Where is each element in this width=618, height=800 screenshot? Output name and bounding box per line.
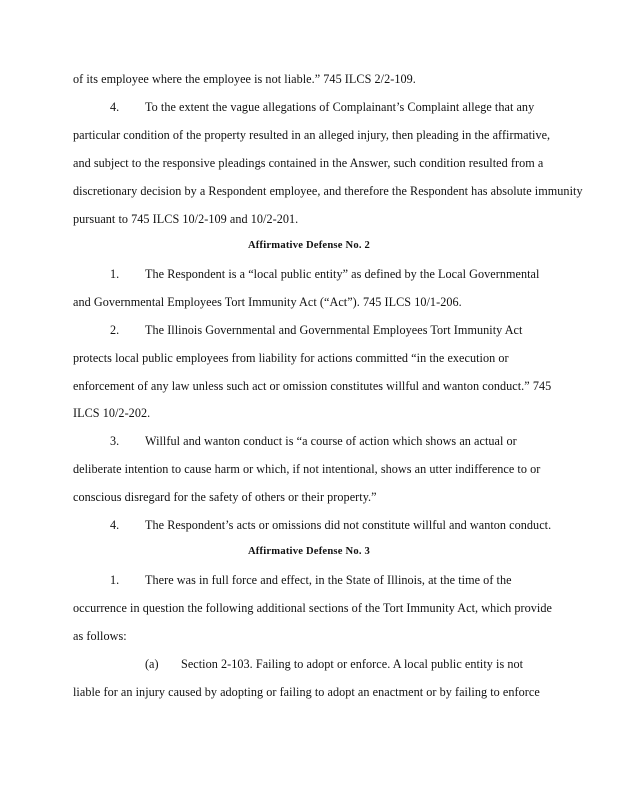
body-text-line: enforcement of any law unless such act or omission constitutes willful and wanton conduct.” 745 (73, 379, 552, 393)
body-text-line: deliberate intention to cause harm or which, if not intentional, shows an utter indifference to or (73, 462, 541, 476)
section-heading: Affirmative Defense No. 3 (247, 546, 371, 557)
body-text-line: The Respondent’s acts or omissions did not constitute willful and wanton conduct. (145, 518, 552, 532)
body-text-line: and subject to the responsive pleadings contained in the Answer, such condition resulted from a (73, 156, 544, 170)
body-text-line: To the extent the vague allegations of Complainant’s Complaint allege that any (145, 100, 535, 114)
body-text-line: occurrence in question the following additional sections of the Tort Immunity Act, which provide (73, 601, 552, 615)
body-text-line: The Illinois Governmental and Governmental Employees Tort Immunity Act (145, 323, 523, 337)
body-text-line: pursuant to 745 ILCS 10/2-109 and 10/2-201. (73, 212, 299, 226)
body-text-line: There was in full force and effect, in the State of Illinois, at the time of the (145, 573, 512, 587)
paragraph-number: 2. (110, 323, 120, 337)
body-text-line: of its employee where the employee is not liable.” 745 ILCS 2/2-109. (73, 72, 416, 86)
body-text-line: Section 2-103. Failing to adopt or enforce. A local public entity is not (181, 657, 524, 671)
paragraph-number: 1. (110, 573, 120, 587)
body-text-line: protects local public employees from liability for actions committed “in the execution or (73, 351, 509, 365)
paragraph-number: 3. (110, 434, 120, 448)
body-text-line: and Governmental Employees Tort Immunity Act (“Act”). 745 ILCS 10/1-206. (73, 295, 462, 309)
section-heading: Affirmative Defense No. 2 (247, 240, 371, 251)
body-text-line: Willful and wanton conduct is “a course of action which shows an actual or (145, 434, 517, 448)
body-text-line: conscious disregard for the safety of others or their property.” (73, 490, 377, 504)
paragraph-number: 1. (110, 267, 120, 281)
body-text-line: particular condition of the property resulted in an alleged injury, then pleading in the affirmative, (73, 128, 551, 142)
subsection-label: (a) (145, 657, 159, 671)
paragraph-number: 4. (110, 100, 120, 114)
body-text-line: as follows: (73, 629, 127, 643)
body-text-line: The Respondent is a “local public entity” as defined by the Local Governmental (145, 267, 540, 281)
paragraph-number: 4. (110, 518, 120, 532)
body-text-line: discretionary decision by a Respondent employee, and therefore the Respondent has absolute immunity (73, 184, 583, 198)
body-text-line: ILCS 10/2-202. (73, 406, 151, 420)
body-text-line: liable for an injury caused by adopting or failing to adopt an enactment or by failing to enforce (73, 685, 540, 699)
